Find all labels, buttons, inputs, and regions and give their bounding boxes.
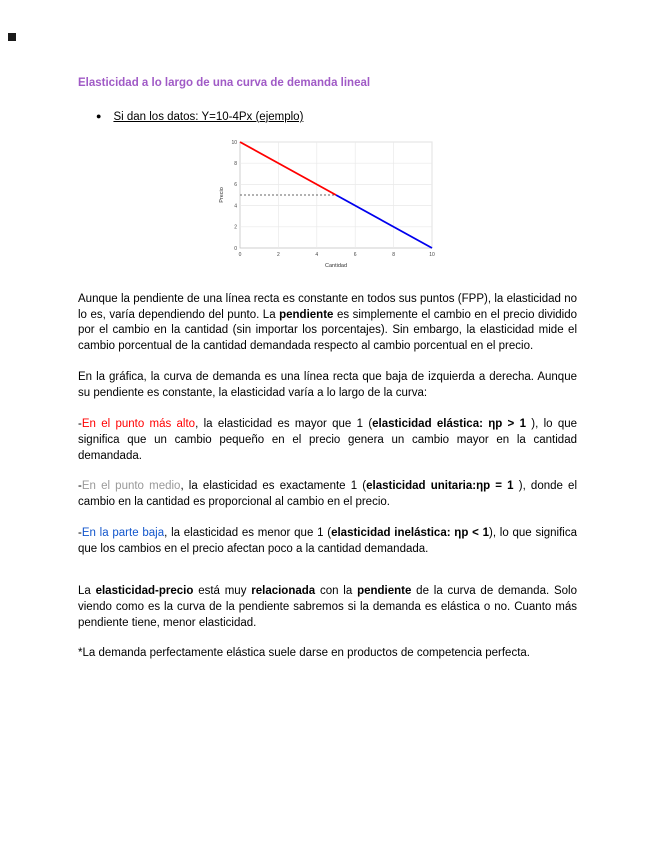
bullet-item [96,110,577,126]
text-run: La [78,584,96,597]
text-run: *La demanda perfectamente elástica suele darse en productos de competencia perfecta. [78,647,530,660]
text-run: elasticidad-precio [95,584,194,597]
demand-chart-svg [216,136,440,272]
text-run: En el punto medio [81,480,181,493]
paragraph-grafica [78,370,577,402]
paragraph-relacion [78,584,577,632]
svg-text:10: 10 [230,139,237,146]
text-run: elasticidad inelástica: ηp < 1 [331,527,489,540]
text-run: , la elasticidad es exactamente 1 ( [180,480,367,493]
paragraph-pendiente [78,292,577,355]
text-run: Aunque la pendiente de una línea recta es constante en todos sus puntos (FPP), la elasticidad no lo es, varía dependiendo del punto. La [78,292,577,321]
svg-text:0: 0 [233,245,237,252]
x-axis-label: Cantidad [324,262,347,269]
svg-text:4: 4 [314,251,318,258]
text-run: es simplemente el cambio en el precio dividido por el cambio en la cantidad (sin importar los porcentajes). Sin embargo, la elasticidad mide el cambio porcentual de la cantidad demandada respecto al cambio porcentual en el precio. [78,308,577,353]
text-run: En la gráfica, la curva de demanda es una línea recta que baja de izquierda a derecha. Aunque su pendiente es constante, la elasticidad varía a lo largo de la curva: [78,371,577,400]
text-run: En la parte baja [81,527,165,540]
text-run: En el punto más alto [81,417,196,430]
page-title: Elasticidad a lo largo de una curva de demanda lineal [78,77,371,89]
text-run: - [78,480,82,493]
bullet-marker: ● [96,110,102,121]
paragraph-parte-baja [78,526,577,558]
text-run: - [78,527,82,540]
text-run: pendiente [357,584,412,597]
paragraph-punto-alto [78,417,577,465]
text-run: ), donde el cambio en la cantidad es proporcional al cambio en el precio. [78,480,578,509]
demand-chart [216,136,440,272]
text-run: - [78,417,82,430]
svg-text:10: 10 [428,251,435,258]
paragraph-punto-medio [78,479,577,511]
svg-text:2: 2 [233,224,237,231]
paragraph-nota [78,646,577,662]
text-run: está muy [193,584,252,597]
corner-mark [8,33,16,41]
text-run: con la [315,584,358,597]
svg-text:2: 2 [276,251,280,258]
text-run: ), lo que significa que los cambios en el precio afectan poco a la cantidad demandada. [78,527,577,556]
text-run: relacionada [251,584,316,597]
text-run: de la curva de demanda. Solo viendo como es la curva de la pendiente sabremos si la demanda es elástica o no. Cuanto más pendiente tiene, menor elasticidad. [78,584,577,629]
svg-text:8: 8 [233,160,237,167]
text-run: elasticidad unitaria:ηp = 1 [366,480,514,493]
bullet-item-text: Si dan los datos: Y=10-4Px (ejemplo) [113,110,304,123]
text-run: , la elasticidad es mayor que 1 ( [195,417,373,430]
svg-text:4: 4 [233,203,237,210]
text-run: pendiente [279,308,334,321]
svg-text:0: 0 [238,251,241,258]
svg-text:8: 8 [391,251,395,258]
y-axis-label: Precio [218,186,225,203]
svg-text:6: 6 [353,251,357,258]
text-run: elasticidad elástica: ηp > 1 [372,417,526,430]
text-run: ), lo que significa que un cambio pequeño en el precio genera un cambio mayor en la cantidad demandada. [78,417,578,462]
svg-text:6: 6 [233,181,237,188]
text-run: , la elasticidad es menor que 1 ( [164,527,332,540]
